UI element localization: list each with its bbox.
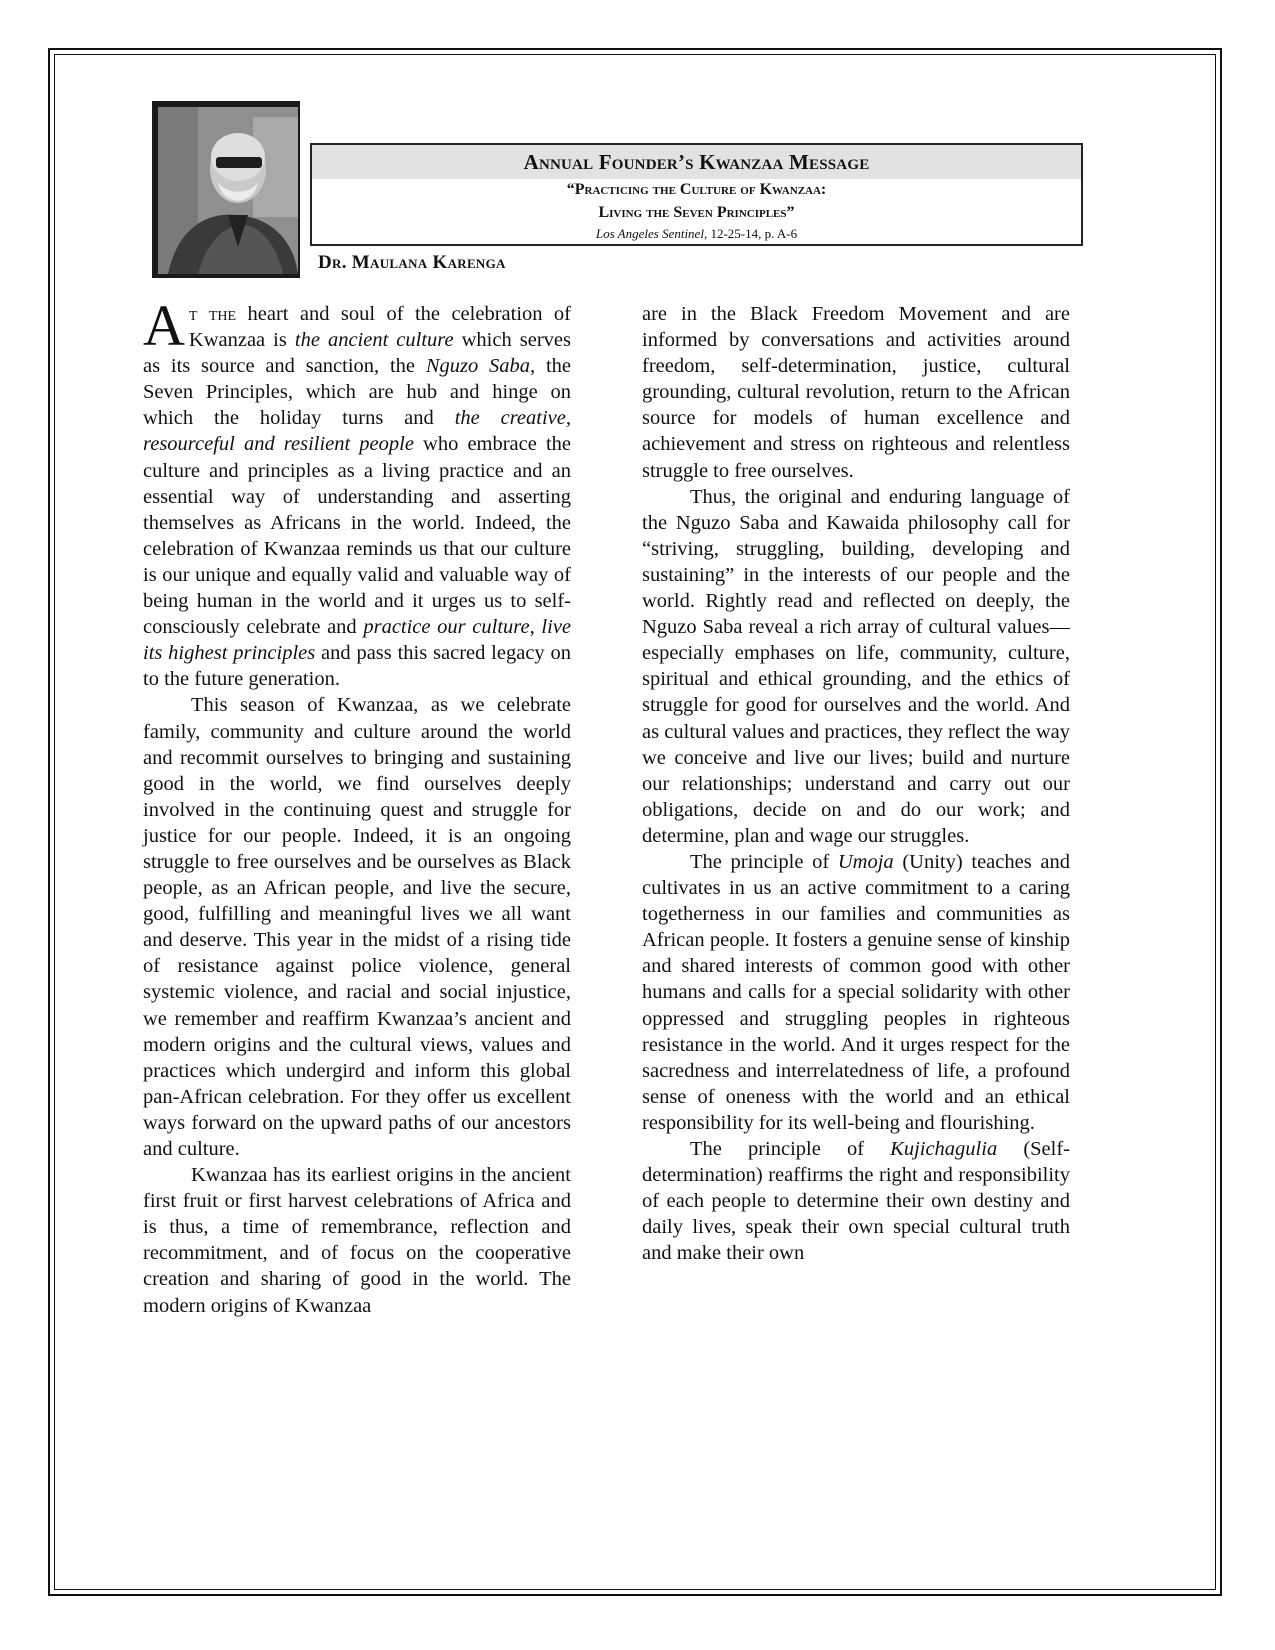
- paragraph-3-continued: are in the Black Freedom Movement and are informed by conversations and activities around freedom, self-determination, justice, cultural grounding, cultural revolution, return to the African source for models of human excellence and achievement and stress on righteous and relentless struggle to free ourselves.: [642, 303, 1070, 482]
- article-column-left: [143, 293, 572, 1319]
- emphasis: Kujichagulia: [890, 1138, 998, 1160]
- emphasis: practice our culture: [363, 616, 530, 639]
- text-run: The principle of: [690, 1138, 891, 1160]
- article-citation: [312, 226, 1081, 242]
- article-column-right: [642, 301, 1070, 1266]
- paragraph-5: [642, 849, 1070, 1136]
- article-title: Annual Founder’s Kwanzaa Message: [523, 150, 870, 174]
- emphasis: the ancient culture: [294, 329, 454, 352]
- author-byline: Dr. Maulana Karenga: [318, 252, 506, 273]
- text-run: and pass this sacred legacy on to the future generation.: [143, 642, 571, 691]
- citation-source: Los Angeles Sentinel: [595, 226, 704, 241]
- emphasis: live its highest principles: [143, 616, 572, 665]
- text-run: , the Seven Principles, which are hub and hinge on which the holiday turns and: [143, 355, 571, 430]
- article-subtitle-line1: “Practicing the Culture of Kwanzaa:: [566, 181, 827, 198]
- citation-detail: , 12-25-14, p. A-6: [703, 226, 798, 241]
- text-run: (Unity) teaches and cultivates in us an active commitment to a caring togetherness in our families and communities as African people. It fosters a genuine sense of kinship and shared interests of common good with other humans and calls for a special solidarity with other oppressed and struggling peoples in righteous resistance in the world. And it urges respect for the sacredness and interrelatedness of life, a profound sense of oneness with the world and an ethical responsibility for its well-being and flourishing.: [642, 850, 1070, 1134]
- text-run: who embrace the culture and principles as a living practice and an essential way of understanding and asserting themselves as Africans in the world. Indeed, the celebration of Kwanzaa reminds us that our culture is our unique and equally valid and valuable way of being human in the world and it urges us to self-consciously celebrate and: [143, 433, 571, 639]
- paragraph-4: Thus, the original and enduring language of the Nguzo Saba and Kawaida philosophy call for “striving, struggling, building, developing and sustaining” in the interests of our people and the world. Rightly read and reflected on deeply, the Nguzo Saba reveal a rich array of cultural values—especially emphases on life, community, culture, spiritual and ethical grounding, and the ethics of struggle for good for ourselves and the world. And as cultural values and practices, they reflect the way we conceive and live our lives; build and nurture our relationships; understand and carry out our obligations, decide on and do our work; and determine, plan and wage our struggles.: [642, 485, 1070, 847]
- article-header: [310, 143, 1083, 246]
- article-subtitle-line2: Living the Seven Principles”: [598, 204, 795, 221]
- paragraph-6: [642, 1136, 1070, 1266]
- author-photo: [158, 107, 298, 274]
- author-photo-illustration: [158, 107, 298, 274]
- drop-cap: A: [143, 293, 185, 358]
- text-run: which serves as its source and sanction, the: [143, 329, 571, 378]
- paragraph-3: Kwanzaa has its earliest origins in the ancient first fruit or first harvest celebrations of Africa and is thus, a time of remembrance, reflection and recommitment, and of focus on the cooperative creation and sharing of good in the world. The modern origins of Kwanzaa: [143, 1164, 571, 1317]
- paragraph-1: [143, 293, 572, 692]
- text-run: (Self-determination) reaffirms the right and responsibility of each people to determine their own destiny and daily lives, speak their own special cultural truth and make their own: [642, 1138, 1070, 1265]
- emphasis: the creative, resourceful and resilient people: [143, 407, 571, 456]
- emphasis: Umoja: [837, 850, 894, 873]
- text-run: The principle of: [690, 850, 838, 873]
- paragraph-2: This season of Kwanzaa, as we celebrate family, community and culture around the world and recommit ourselves to bringing and sustaining good in the world, we find ourselves deeply involved in the continuing quest and struggle for justice for our people. Indeed, it is an ongoing struggle to free ourselves and be ourselves as Black people, as an African people, and live the secure, good, fulfilling and meaningful lives we all want and deserve. This year in the midst of a rising tide of resistance against police violence, general systemic violence, and racial and social injustice, we remember and reaffirm Kwanzaa’s ancient and modern origins and the cultural views, values and practices which undergird and inform this global pan-African celebration. For they offer us excellent ways forward on the upward paths of our ancestors and culture.: [143, 694, 571, 1160]
- lead-in: t the: [188, 303, 237, 325]
- emphasis: Nguzo Saba: [425, 355, 531, 378]
- text-run: heart and soul of the celebration of Kwanzaa is: [188, 303, 572, 352]
- text-run: ,: [529, 616, 542, 639]
